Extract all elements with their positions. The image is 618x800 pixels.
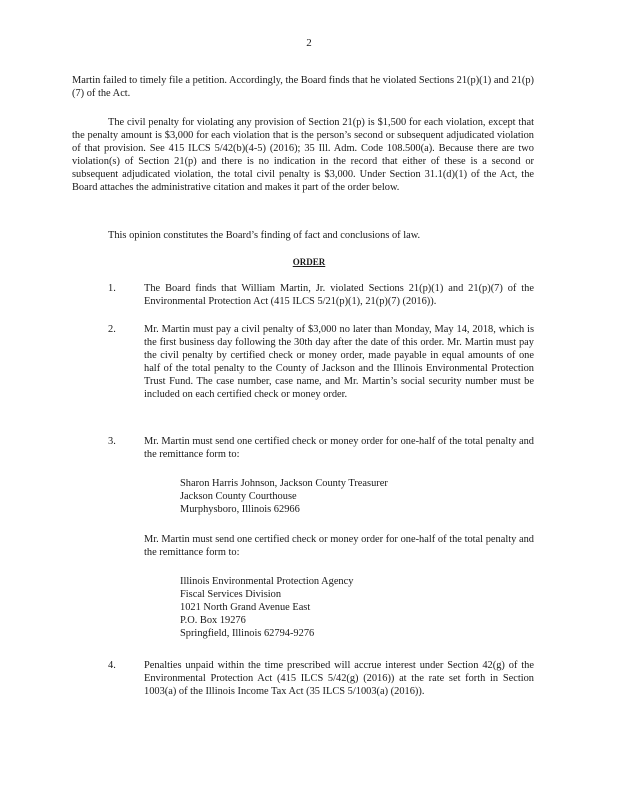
address-line: Fiscal Services Division — [180, 589, 282, 600]
order-item-text: Penalties unpaid within the time prescribed will accrue interest under Section 42(g) of the Environmental Protection Act (415 ILCS 5/42(g) (2016)) at the rate set forth in Section 1003(a) of the Illinois Income Tax Act (35 ILCS 5/1003(a) (2016)). — [144, 660, 534, 697]
paragraph-finding-violation: Martin failed to timely file a petition. Accordingly, the Board finds that he violated Sections 21(p)(1) and 21(p)(7) of the Act. — [72, 75, 534, 99]
address-line: Springfield, Illinois 62794-9276 — [180, 628, 315, 639]
address-line: Sharon Harris Johnson, Jackson County Treasurer — [180, 478, 388, 489]
order-item-text: Mr. Martin must pay a civil penalty of $3,000 no later than Monday, May 14, 2018, which is the first business day following the 30th day after the date of this order. Mr. Martin must pay the civil penalty by certified check or money order, made payable in equal amounts of one half of the total penalty to the County of Jackson and the Illinois Environmental Protection Trust Fund. The case number, case name, and Mr. Martin’s social security number must be included on each certified check or money order. — [144, 324, 534, 400]
address-block-epa — [180, 575, 353, 640]
order-heading: ORDER — [292, 257, 326, 267]
order-item-text: Mr. Martin must send one certified check or money order for one-half of the total penalty and the remittance form to: — [144, 436, 534, 460]
order-item-number: 1. — [108, 283, 116, 294]
address-line: Illinois Environmental Protection Agency — [180, 576, 354, 587]
address-line: 1021 North Grand Avenue East — [180, 602, 311, 613]
order-item-number: 2. — [108, 324, 116, 335]
address-line: P.O. Box 19276 — [180, 615, 246, 626]
address-block-county-treasurer — [180, 477, 388, 516]
address-line: Jackson County Courthouse — [180, 491, 297, 502]
order-item-number: 4. — [108, 660, 116, 671]
order-item-number: 3. — [108, 436, 116, 447]
order-item-text-secondary: Mr. Martin must send one certified check or money order for one-half of the total penalty and the remittance form to: — [144, 534, 534, 558]
order-item-text: The Board finds that William Martin, Jr. violated Sections 21(p)(1) and 21(p)(7) of the Environmental Protection Act (415 ILCS 5/21(p)(1), 21(p)(7) (2016)). — [144, 283, 534, 307]
paragraph-civil-penalty: The civil penalty for violating any provision of Section 21(p) is $1,500 for each violation, except that the penalty amount is $3,000 for each violation that is the person’s second or subsequent adjudicated violation of that provision. See 415 ILCS 5/42(b)(4-5) (2016); 35 Ill. Adm. Code 108.500(a). Because there are two violation(s) of Section 21(p) and there is no indication in the record that either of these is a second or subsequent adjudicated violation, the total civil penalty is $3,000. Under Section 31.1(d)(1) of the Act, the Board attaches the administrative citation and makes it part of the order below. — [72, 117, 534, 193]
paragraph-opinion-statement: This opinion constitutes the Board’s finding of fact and conclusions of law. — [108, 230, 421, 241]
address-line: Murphysboro, Illinois 62966 — [180, 504, 300, 515]
page-number: 2 — [306, 37, 312, 49]
